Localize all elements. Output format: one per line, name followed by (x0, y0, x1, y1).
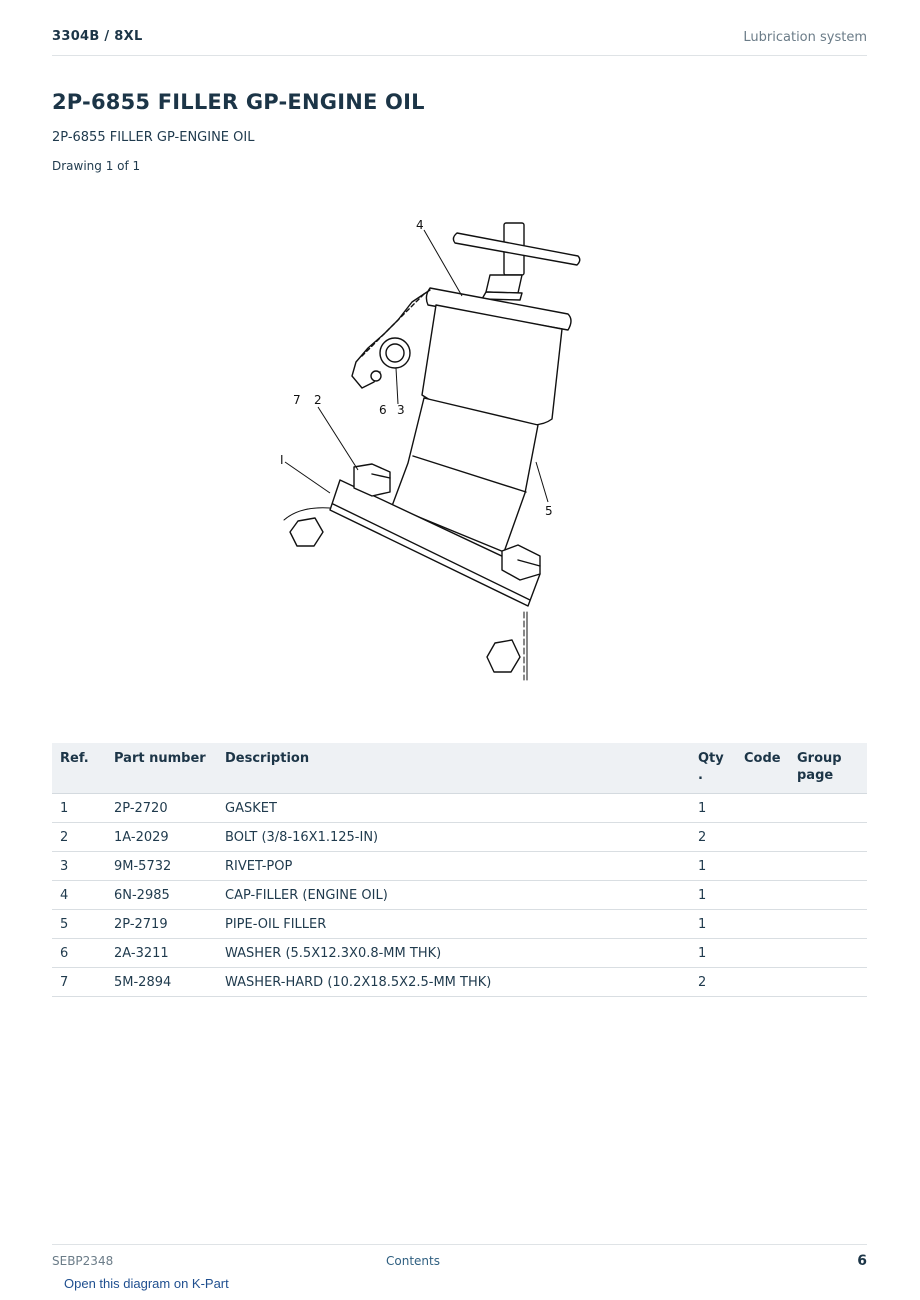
cell-group-page (789, 852, 867, 881)
cell-ref: 4 (52, 881, 106, 910)
table-row (52, 852, 867, 881)
cell-qty: 1 (690, 910, 736, 939)
cell-group-page (789, 881, 867, 910)
header-qty-line1: Qty (698, 751, 724, 766)
header-group-line2: page (797, 768, 834, 783)
callout-6: 6 (379, 403, 387, 417)
cell-description: CAP-FILLER (ENGINE OIL) (217, 881, 690, 910)
open-in-kpart-link[interactable]: Open this diagram on K-Part (64, 1276, 229, 1291)
cell-part-number: 2P-2720 (106, 794, 217, 823)
parts-table-header (52, 743, 867, 794)
cell-ref: 2 (52, 823, 106, 852)
hex-outline-left (290, 518, 323, 546)
page-subtitle: 2P-6855 FILLER GP-ENGINE OIL (52, 130, 255, 145)
cell-qty: 1 (690, 852, 736, 881)
page-header (52, 29, 867, 56)
cell-part-number: 2P-2719 (106, 910, 217, 939)
cell-description: BOLT (3/8-16X1.125-IN) (217, 823, 690, 852)
cell-part-number: 6N-2985 (106, 881, 217, 910)
table-row (52, 939, 867, 968)
callout-3: 3 (397, 403, 405, 417)
hex-outline-bottom (487, 640, 520, 672)
cell-part-number: 9M-5732 (106, 852, 217, 881)
cell-code (736, 881, 789, 910)
table-row (52, 910, 867, 939)
header-code: Code (736, 743, 789, 794)
cell-ref: 7 (52, 968, 106, 997)
table-row (52, 968, 867, 997)
table-row (52, 881, 867, 910)
cell-description: RIVET-POP (217, 852, 690, 881)
section-name: Lubrication system (743, 30, 867, 45)
cell-description: WASHER-HARD (10.2X18.5X2.5-MM THK) (217, 968, 690, 997)
cell-ref: 1 (52, 794, 106, 823)
cap-t-handle (453, 233, 579, 265)
cell-group-page (789, 794, 867, 823)
callout-1: I (280, 453, 284, 467)
cell-part-number: 2A-3211 (106, 939, 217, 968)
page-title: 2P-6855 FILLER GP-ENGINE OIL (52, 90, 425, 114)
cell-part-number: 5M-2894 (106, 968, 217, 997)
cell-ref: 3 (52, 852, 106, 881)
page-number: 6 (857, 1253, 867, 1269)
rivet-ring (380, 338, 410, 368)
cell-qty: 2 (690, 823, 736, 852)
callout-4: 4 (416, 218, 424, 232)
cell-code (736, 910, 789, 939)
cell-code (736, 794, 789, 823)
header-group-page (789, 743, 867, 794)
header-ref: Ref. (52, 743, 106, 794)
table-row (52, 823, 867, 852)
cell-code (736, 939, 789, 968)
diagram-drawing (200, 190, 720, 710)
cell-description: PIPE-OIL FILLER (217, 910, 690, 939)
cell-qty: 1 (690, 794, 736, 823)
header-group-line1: Group (797, 751, 842, 766)
drawing-number: Drawing 1 of 1 (52, 159, 141, 173)
cell-group-page (789, 968, 867, 997)
callout-2: 2 (314, 393, 322, 407)
header-qty-line2: . (698, 768, 703, 783)
contents-link[interactable]: Contents (386, 1254, 440, 1268)
cell-ref: 6 (52, 939, 106, 968)
cell-group-page (789, 910, 867, 939)
cell-code (736, 852, 789, 881)
cell-group-page (789, 823, 867, 852)
header-description: Description (217, 743, 690, 794)
document-id: SEBP2348 (52, 1254, 114, 1268)
cell-part-number: 1A-2029 (106, 823, 217, 852)
cell-description: GASKET (217, 794, 690, 823)
cell-qty: 2 (690, 968, 736, 997)
machine-model: 3304B / 8XL (52, 29, 143, 44)
parts-table (52, 743, 867, 997)
cell-group-page (789, 939, 867, 968)
cell-code (736, 968, 789, 997)
cell-code (736, 823, 789, 852)
header-part-number: Part number (106, 743, 217, 794)
cell-ref: 5 (52, 910, 106, 939)
header-qty (690, 743, 736, 794)
page-footer (52, 1244, 867, 1269)
callout-5: 5 (545, 504, 553, 518)
callout-7: 7 (293, 393, 301, 407)
cell-description: WASHER (5.5X12.3X0.8-MM THK) (217, 939, 690, 968)
cell-qty: 1 (690, 939, 736, 968)
cell-qty: 1 (690, 881, 736, 910)
table-row (52, 794, 867, 823)
exploded-parts-diagram (200, 190, 720, 710)
